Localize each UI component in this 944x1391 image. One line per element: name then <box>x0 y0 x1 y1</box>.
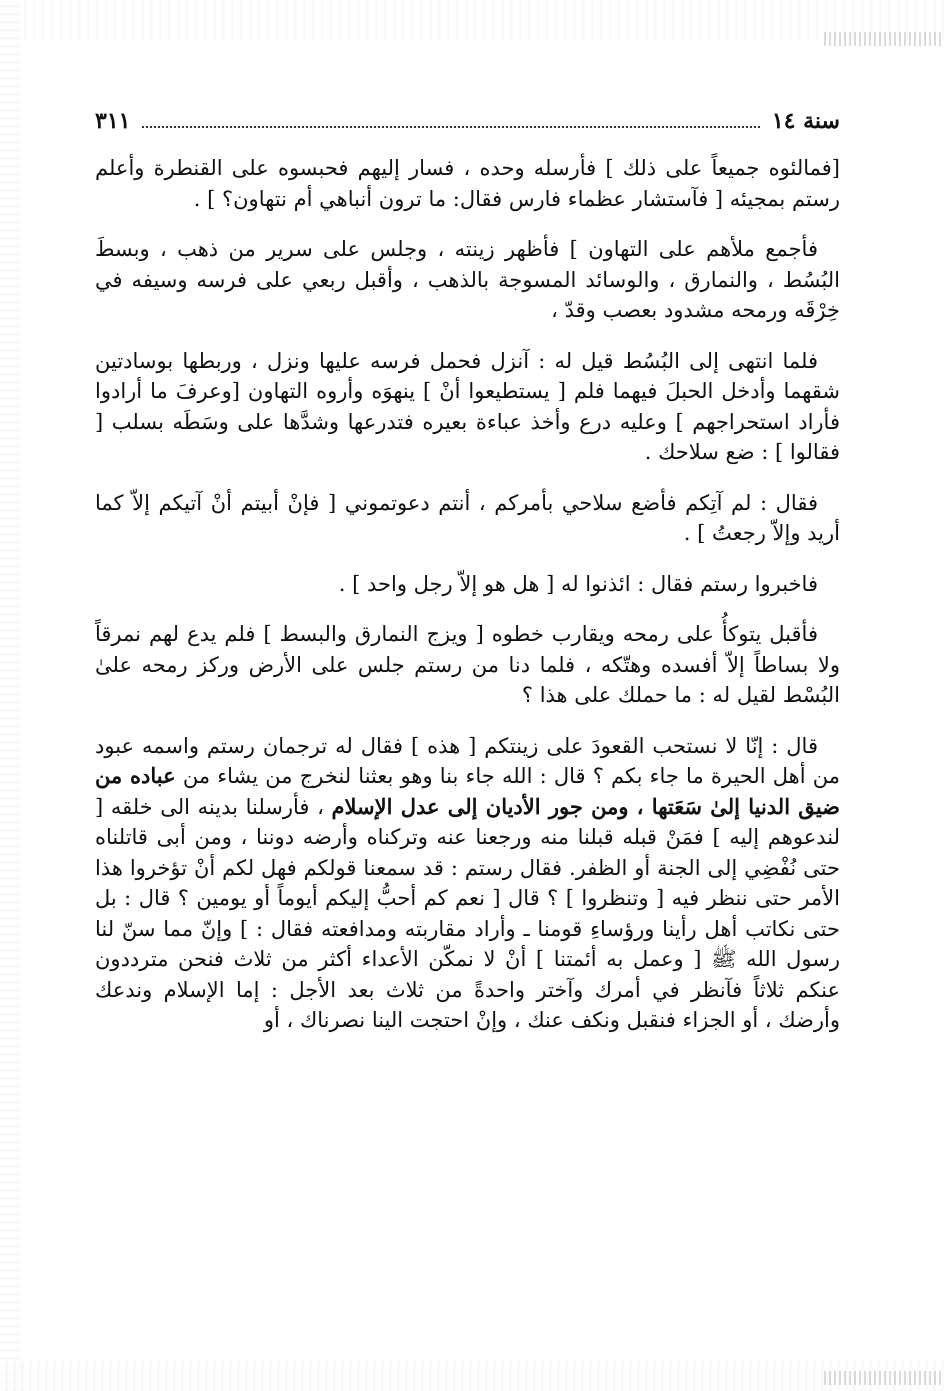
book-page <box>95 95 840 1325</box>
scan-border-bottom <box>0 1361 944 1391</box>
ornament-top <box>824 32 944 46</box>
paragraph-7 <box>95 731 840 1036</box>
scan-border-top <box>0 0 944 40</box>
header-dotted-rule <box>142 114 759 128</box>
paragraph-5: فاخبروا رستم فقال : ائذنوا له [ هل هو إلاّ رجل واحد ] . <box>338 571 818 596</box>
paragraph-3: فلما انتهى إلى البُسُط قيل له : آنزل فحمل فرسه عليها ونزل ، وربطها بوسادتين شقهما وأدخل الحبلَ فيهما فلم [ يستطيعوا أنْ ] ينهوَه وأروه التهاون [وعرفَ ما أرادوا فأراد استحراجهم ] وعليه درع وأخذ عباءة بعيره فتدرعها وشدَّها على وسَطَه بسلب [ فقالوا ] : ضع سلاحك . <box>95 348 840 464</box>
paragraph-7-part-2: ، فأرسلنا بدينه الى خلقه [ لندعوهم إليه ] فمَنْ قبله قبلنا منه ورجعنا عنه وتركناه وأرضه دوننا ، ومن أبى قاتلناه حتى نُفْضِي إلى الجنة أو الظفر. فقال رستم : قد سمعنا قولكم فهل لكم أنْ تؤخروا هذا الأمر حتى ننظر فيه [ وتنظروا ] ؟ قال [ نعم كم أحبُّ إليكم أيوماً أو يومين ؟ قال : بل حتى نكاتب أهل رأينا ورؤساءِ قومنا ـ وأراد مقاربته ومدافعته فقال : ] وإنّ مما سنّ لنا رسول الله ﷺ [ وعمل به أئمتنا ] أنْ لا نمكّن الأعداء أكثر من ثلاث فنحن مترددون عنكم ثلاثاً فآنظر في أمرك وآختر واحدةً من ثلاث بعد الأجل : إما الإسلام وندعك وأرضك ، أو الجزاء فنقبل ونكف عنك ، وإنْ احتجت الينا نصرناك ، أو <box>95 794 840 1032</box>
paragraph-4: فقال : لم آتِكم فأضع سلاحي بأمركم ، أنتم دعوتموني [ فإنْ أبيتم أنْ آتيكم إلاّ كما أريد وإلاّ رجعتُ ] . <box>95 490 840 545</box>
ornament-bottom <box>824 1371 944 1385</box>
header-year: سنة ١٤ <box>771 108 840 134</box>
scan-border-left <box>0 0 22 1391</box>
page-number: ٣١١ <box>95 108 131 134</box>
paragraph-6: فأقبل يتوكأُ على رمحه ويقارب خطوه [ ويزج النمارق والبسط ] فلم يدع لهم نمرقاً ولا بساطاً إلاّ أفسده وهتّكه ، فلما دنا من رستم جلس على الأرض وركز رمحه علىٰ البُسْط لقيل له : ما حملك على هذا ؟ <box>95 622 840 707</box>
paragraph-7-part-1: قال : إنّا لا نستحب القعودَ على زينتكم [ هذه ] فقال له ترجمان رستم واسمه عبود من أهل الحيرة ما جاء بكم ؟ قال : الله جاء بنا وهو بعثنا لنخرج من يشاء من <box>95 733 840 788</box>
body-text <box>95 153 840 1036</box>
paragraph-1: [فمالئوه جميعاً على ذلك ] فأرسله وحده ، فسار إليهم فحبسوه على القنطرة وأعلم رستم بمجيئه [ فآستشار عظماء فارس فقال: ما ترون أنباهي أم نتهاون؟ ] . <box>95 156 840 211</box>
paragraph-2: فأجمع ملأهم على التهاون ] فأظهر زينته ، وجلس على سرير من ذهب ، وبسطَ البُسُط ، والنمارق ، والوسائد المسوجة بالذهب ، وأقبل ربعي على فرسه وسيفه في خِرْقَه ورمحه مشدود بعصب وقدّ ، <box>95 237 840 322</box>
paragraph-7-bold-phrase: عباده من ضيق الدنيا إلىٰ سَعَتها ، ومن جور الأديان إلى عدل الإسلام <box>95 763 840 819</box>
running-header <box>95 105 840 137</box>
